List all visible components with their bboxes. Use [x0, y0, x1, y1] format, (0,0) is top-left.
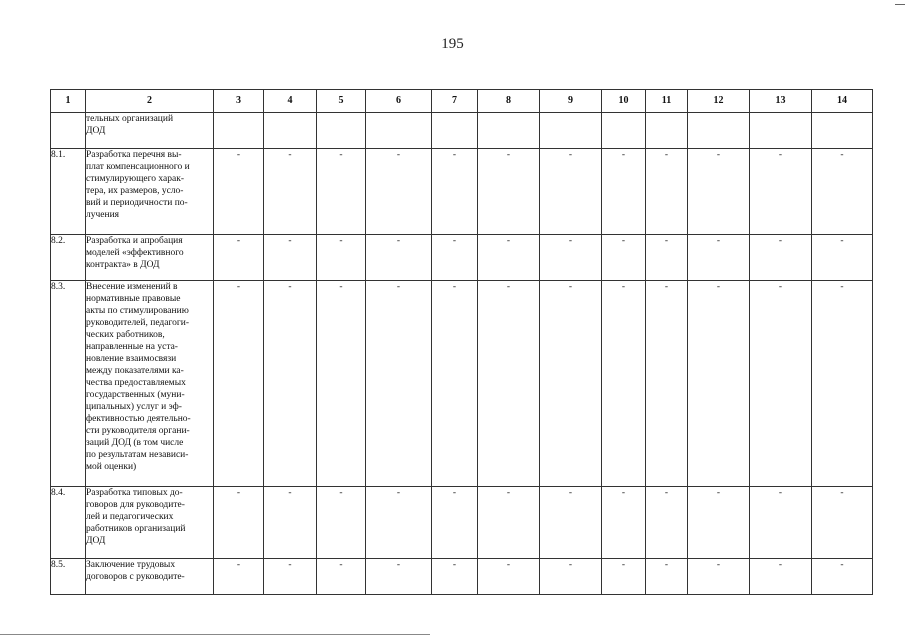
col-header: 14 — [812, 90, 873, 113]
description-line: заций ДОД (в том числе — [86, 438, 184, 448]
data-table — [50, 89, 873, 595]
description-line: тера, их размеров, усло- — [86, 186, 184, 196]
row-number: 8.2. — [51, 235, 86, 281]
value-cell: - — [812, 149, 873, 235]
value-cell: - — [432, 281, 478, 487]
value-cell: - — [214, 235, 264, 281]
footer-rule — [0, 634, 430, 635]
description-line: по результатам независи- — [86, 450, 189, 460]
value-cell — [214, 113, 264, 149]
value-cell: - — [750, 149, 812, 235]
value-cell — [478, 113, 540, 149]
value-cell: - — [432, 487, 478, 559]
row-number — [51, 113, 86, 149]
value-cell: - — [214, 149, 264, 235]
value-cell: - — [317, 487, 366, 559]
page-number: 195 — [441, 36, 464, 52]
value-cell: - — [432, 235, 478, 281]
description-line: Заключение трудовых — [86, 560, 176, 570]
value-cell: - — [366, 235, 432, 281]
value-cell: - — [540, 281, 602, 487]
value-cell: - — [478, 281, 540, 487]
value-cell: - — [812, 235, 873, 281]
description-line: нормативные правовые — [86, 294, 181, 304]
description-line: ДОД — [86, 536, 106, 546]
value-cell: - — [214, 559, 264, 595]
value-cell: - — [540, 487, 602, 559]
value-cell: - — [264, 149, 317, 235]
edge-mark — [895, 4, 905, 5]
value-cell: - — [317, 235, 366, 281]
value-cell: - — [688, 149, 750, 235]
value-cell — [688, 113, 750, 149]
value-cell: - — [214, 281, 264, 487]
col-header: 9 — [540, 90, 602, 113]
description-line: моделей «эффективного — [86, 248, 184, 258]
value-cell: - — [646, 235, 688, 281]
value-cell — [366, 113, 432, 149]
value-cell: - — [602, 281, 646, 487]
description-line: Разработка типовых до- — [86, 488, 183, 498]
row-number: 8.1. — [51, 149, 86, 235]
value-cell: - — [264, 559, 317, 595]
description-line: стимулирующего харак- — [86, 174, 184, 184]
description-line: ципальных) услуг и эф- — [86, 402, 182, 412]
description-line: направленные на уста- — [86, 342, 178, 352]
value-cell: - — [264, 235, 317, 281]
description-line: Внесение изменений в — [86, 282, 178, 292]
row-description — [86, 235, 214, 281]
value-cell: - — [602, 235, 646, 281]
value-cell — [540, 113, 602, 149]
col-header: 6 — [366, 90, 432, 113]
table-row — [51, 559, 873, 595]
description-line: работников организаций — [86, 524, 186, 534]
value-cell: - — [317, 281, 366, 487]
description-line: тельных организаций — [86, 114, 174, 124]
table-row — [51, 113, 873, 149]
row-description — [86, 113, 214, 149]
row-description — [86, 487, 214, 559]
table-row — [51, 149, 873, 235]
description-line: контракта» в ДОД — [86, 260, 160, 270]
value-cell — [812, 113, 873, 149]
value-cell: - — [602, 487, 646, 559]
description-line: Разработка перечня вы- — [86, 150, 182, 160]
value-cell — [264, 113, 317, 149]
col-header: 2 — [86, 90, 214, 113]
description-line: акты по стимулированию — [86, 306, 189, 316]
description-line: государственных (муни- — [86, 390, 185, 400]
table-row — [51, 487, 873, 559]
description-line: руководителей, педагоги- — [86, 318, 190, 328]
description-line: мой оценки) — [86, 462, 137, 472]
value-cell — [432, 113, 478, 149]
description-line: лучения — [86, 210, 120, 220]
value-cell: - — [688, 235, 750, 281]
description-line: вий и периодичности по- — [86, 198, 188, 208]
value-cell: - — [812, 559, 873, 595]
value-cell: - — [432, 559, 478, 595]
row-number: 8.5. — [51, 559, 86, 595]
value-cell: - — [317, 559, 366, 595]
description-line: ДОД — [86, 126, 106, 136]
description-line: Разработка и апробация — [86, 236, 183, 246]
table-row — [51, 281, 873, 487]
value-cell: - — [646, 281, 688, 487]
value-cell: - — [602, 149, 646, 235]
row-description — [86, 559, 214, 595]
value-cell: - — [540, 149, 602, 235]
value-cell: - — [366, 487, 432, 559]
description-line: между показателями ка- — [86, 366, 184, 376]
col-header: 3 — [214, 90, 264, 113]
value-cell: - — [317, 149, 366, 235]
col-header: 1 — [51, 90, 86, 113]
value-cell: - — [264, 487, 317, 559]
description-line: новление взаимосвязи — [86, 354, 177, 364]
col-header: 5 — [317, 90, 366, 113]
description-line: говоров для руководите- — [86, 500, 185, 510]
value-cell: - — [366, 559, 432, 595]
row-description — [86, 149, 214, 235]
col-header: 10 — [602, 90, 646, 113]
value-cell: - — [366, 149, 432, 235]
value-cell: - — [688, 281, 750, 487]
value-cell — [317, 113, 366, 149]
col-header: 4 — [264, 90, 317, 113]
value-cell: - — [214, 487, 264, 559]
value-cell: - — [750, 559, 812, 595]
col-header: 8 — [478, 90, 540, 113]
col-header: 12 — [688, 90, 750, 113]
row-number: 8.4. — [51, 487, 86, 559]
value-cell: - — [478, 235, 540, 281]
col-header: 13 — [750, 90, 812, 113]
description-line: договоров с руководите- — [86, 572, 185, 582]
value-cell: - — [688, 559, 750, 595]
value-cell: - — [646, 559, 688, 595]
description-line: чества предоставляемых — [86, 378, 186, 388]
value-cell: - — [478, 487, 540, 559]
table-row — [51, 235, 873, 281]
description-line: ческих работников, — [86, 330, 165, 340]
value-cell: - — [540, 235, 602, 281]
description-line: фективностью деятельно- — [86, 414, 191, 424]
value-cell — [602, 113, 646, 149]
description-line: плат компенсационного и — [86, 162, 190, 172]
value-cell: - — [812, 281, 873, 487]
value-cell: - — [264, 281, 317, 487]
value-cell: - — [812, 487, 873, 559]
value-cell: - — [478, 559, 540, 595]
value-cell — [750, 113, 812, 149]
description-line: лей и педагогических — [86, 512, 174, 522]
value-cell: - — [750, 487, 812, 559]
value-cell — [646, 113, 688, 149]
row-description — [86, 281, 214, 487]
value-cell: - — [602, 559, 646, 595]
value-cell: - — [432, 149, 478, 235]
header-row — [51, 90, 873, 113]
value-cell: - — [646, 149, 688, 235]
row-number: 8.3. — [51, 281, 86, 487]
description-line: сти руководителя органи- — [86, 426, 190, 436]
value-cell: - — [688, 487, 750, 559]
value-cell: - — [750, 235, 812, 281]
value-cell: - — [750, 281, 812, 487]
value-cell: - — [366, 281, 432, 487]
col-header: 11 — [646, 90, 688, 113]
value-cell: - — [478, 149, 540, 235]
value-cell: - — [540, 559, 602, 595]
value-cell: - — [646, 487, 688, 559]
col-header: 7 — [432, 90, 478, 113]
